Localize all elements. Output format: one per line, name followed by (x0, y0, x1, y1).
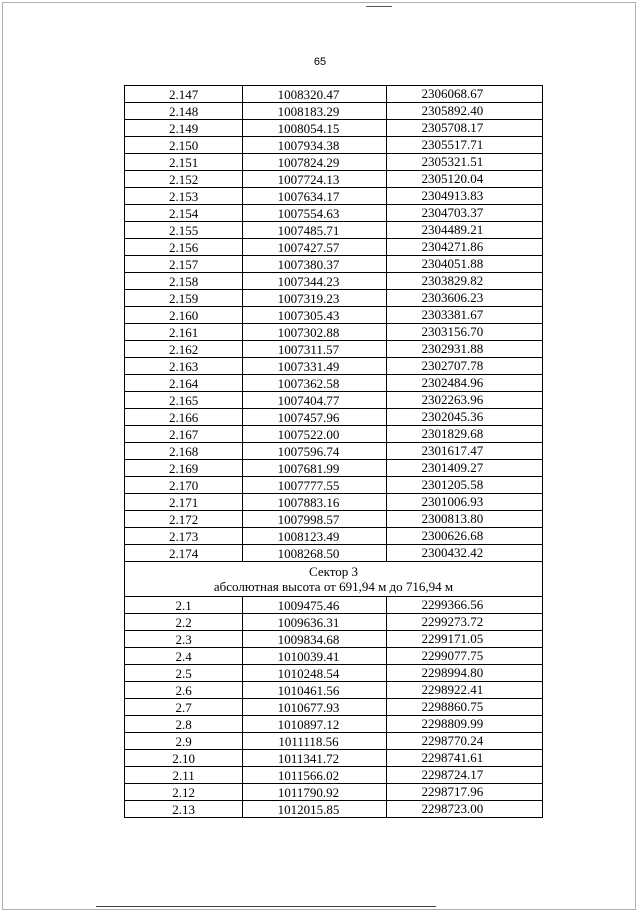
point-number-cell (125, 324, 243, 341)
y-coordinate-cell (386, 733, 542, 750)
y-coordinate-cell (386, 120, 542, 137)
cell-text: 2299171.05 (421, 631, 484, 646)
cell-text: 2305120.04 (421, 171, 484, 186)
x-coordinate-cell (243, 494, 386, 511)
y-coordinate-cell (386, 205, 542, 222)
table-row (125, 409, 543, 426)
y-coordinate-cell (386, 103, 542, 120)
y-coordinate-cell (386, 239, 542, 256)
y-coordinate-cell (386, 682, 542, 699)
cell-text: 2299077.75 (421, 648, 484, 663)
cell-text: 2304051.88 (421, 256, 484, 271)
x-coordinate-cell (243, 597, 386, 614)
y-coordinate-cell (386, 716, 542, 733)
cell-text: 1011790.92 (277, 785, 340, 800)
cell-text: 2.148 (169, 104, 199, 119)
cell-text: 2.151 (169, 155, 199, 170)
x-coordinate-cell (243, 750, 386, 767)
y-coordinate-cell (386, 307, 542, 324)
cell-text: 2298922.41 (421, 682, 484, 697)
y-coordinate-cell (386, 767, 542, 784)
cell-text: 2304913.83 (421, 188, 484, 203)
cell-text: 2301829.68 (421, 426, 484, 441)
cell-text: 2298809.99 (421, 716, 484, 731)
x-coordinate-cell (243, 171, 386, 188)
cell-text: 2.171 (169, 495, 199, 510)
cell-text: 1008123.49 (277, 529, 340, 544)
table-row (125, 103, 543, 120)
cell-text: 2.150 (169, 138, 199, 153)
cell-text: 2303829.82 (421, 273, 484, 288)
x-coordinate-cell (243, 631, 386, 648)
x-coordinate-cell (243, 256, 386, 273)
point-number-cell (125, 222, 243, 239)
x-coordinate-cell (243, 205, 386, 222)
y-coordinate-cell (386, 545, 542, 562)
y-coordinate-cell (386, 256, 542, 273)
table-row (125, 307, 543, 324)
point-number-cell (125, 290, 243, 307)
cell-text: 2298994.80 (421, 665, 484, 680)
table-row (125, 256, 543, 273)
cell-text: 1007596.74 (277, 444, 340, 459)
y-coordinate-cell (386, 528, 542, 545)
cell-text: 1011341.72 (277, 751, 340, 766)
y-coordinate-cell (386, 188, 542, 205)
table-row (125, 188, 543, 205)
x-coordinate-cell (243, 511, 386, 528)
cell-text: 2305321.51 (421, 154, 484, 169)
cell-text: 2304489.21 (421, 222, 484, 237)
table-row (125, 716, 543, 733)
cell-text: 1007344.23 (277, 274, 340, 289)
point-number-cell (125, 86, 243, 103)
cell-text: 1010677.93 (277, 700, 340, 715)
cell-text: 2.156 (169, 240, 199, 255)
table-row (125, 290, 543, 307)
cell-text: 2300432.42 (421, 545, 484, 560)
x-coordinate-cell (243, 409, 386, 426)
y-coordinate-cell (386, 699, 542, 716)
x-coordinate-cell (243, 784, 386, 801)
cell-text: 2298717.96 (421, 784, 484, 799)
point-number-cell (125, 733, 243, 750)
table-row (125, 341, 543, 358)
table-row (125, 648, 543, 665)
x-coordinate-cell (243, 137, 386, 154)
point-number-cell (125, 716, 243, 733)
y-coordinate-cell (386, 222, 542, 239)
cell-text: 2301006.93 (421, 494, 484, 509)
x-coordinate-cell (243, 188, 386, 205)
cell-text: 1007302.88 (277, 325, 340, 340)
table-row (125, 324, 543, 341)
point-number-cell (125, 171, 243, 188)
cell-text: 1007404.77 (277, 393, 340, 408)
point-number-cell (125, 307, 243, 324)
point-number-cell (125, 409, 243, 426)
table-row (125, 682, 543, 699)
x-coordinate-cell (243, 767, 386, 784)
cell-text: 1007311.57 (277, 342, 340, 357)
x-coordinate-cell (243, 392, 386, 409)
sector-title: Сектор 3 (308, 564, 358, 579)
table-row (125, 699, 543, 716)
table-row (125, 358, 543, 375)
cell-text: 2.6 (175, 683, 192, 698)
cell-text: 1007777.55 (277, 478, 340, 493)
cell-text: 2298723.00 (421, 801, 484, 816)
table-row (125, 511, 543, 528)
cell-text: 1007934.38 (277, 138, 340, 153)
cell-text: 1007457.96 (277, 410, 340, 425)
x-coordinate-cell (243, 324, 386, 341)
table-row (125, 665, 543, 682)
table-row (125, 614, 543, 631)
cell-text: 2.174 (169, 546, 199, 561)
cell-text: 1008320.47 (277, 87, 340, 102)
point-number-cell (125, 750, 243, 767)
cell-text: 2.153 (169, 189, 199, 204)
point-number-cell (125, 341, 243, 358)
cell-text: 2302045.36 (421, 409, 484, 424)
point-number-cell (125, 103, 243, 120)
y-coordinate-cell (386, 324, 542, 341)
point-number-cell (125, 120, 243, 137)
cell-text: 2302263.96 (421, 392, 484, 407)
table-row (125, 392, 543, 409)
cell-text: 2302931.88 (421, 341, 484, 356)
cell-text: 2.172 (169, 512, 199, 527)
table-row (125, 154, 543, 171)
point-number-cell (125, 801, 243, 818)
x-coordinate-cell (243, 290, 386, 307)
cell-text: 2306068.67 (421, 86, 484, 101)
cell-text: 2.162 (169, 342, 199, 357)
cell-text: 2303156.70 (421, 324, 484, 339)
point-number-cell (125, 460, 243, 477)
cell-text: 1011566.02 (277, 768, 340, 783)
point-number-cell (125, 375, 243, 392)
table-row (125, 86, 543, 103)
cell-text: 1008268.50 (277, 546, 340, 561)
x-coordinate-cell (243, 443, 386, 460)
y-coordinate-cell (386, 358, 542, 375)
cell-text: 2.157 (169, 257, 199, 272)
table-row (125, 120, 543, 137)
point-number-cell (125, 273, 243, 290)
cell-text: 2.12 (172, 785, 196, 800)
cell-text: 1007331.49 (277, 359, 340, 374)
x-coordinate-cell (243, 665, 386, 682)
point-number-cell (125, 154, 243, 171)
cell-text: 2.159 (169, 291, 199, 306)
y-coordinate-cell (386, 409, 542, 426)
x-coordinate-cell (243, 801, 386, 818)
x-coordinate-cell (243, 307, 386, 324)
page-number: 65 (313, 56, 327, 68)
point-number-cell (125, 528, 243, 545)
point-number-cell (125, 767, 243, 784)
table-row (125, 477, 543, 494)
y-coordinate-cell (386, 392, 542, 409)
y-coordinate-cell (386, 477, 542, 494)
cell-text: 1009834.68 (277, 632, 340, 647)
table-row (125, 528, 543, 545)
cell-text: 2300626.68 (421, 528, 484, 543)
y-coordinate-cell (386, 614, 542, 631)
cell-text: 1007883.16 (277, 495, 340, 510)
y-coordinate-cell (386, 375, 542, 392)
cell-text: 1010897.12 (277, 717, 340, 732)
y-coordinate-cell (386, 273, 542, 290)
cell-text: 2299273.72 (421, 614, 484, 629)
x-coordinate-cell (243, 273, 386, 290)
table-row (125, 545, 543, 562)
cell-text: 2.169 (169, 461, 199, 476)
cell-text: 2301617.47 (421, 443, 484, 458)
cell-text: 2302707.78 (421, 358, 484, 373)
point-number-cell (125, 631, 243, 648)
scan-mark (366, 0, 392, 7)
cell-text: 2.160 (169, 308, 199, 323)
table-row (125, 631, 543, 648)
cell-text: 2.5 (175, 666, 192, 681)
point-number-cell (125, 426, 243, 443)
cell-text: 1007485.71 (277, 223, 340, 238)
cell-text: 1007998.57 (277, 512, 340, 527)
x-coordinate-cell (243, 120, 386, 137)
x-coordinate-cell (243, 477, 386, 494)
cell-text: 1007724.13 (277, 172, 340, 187)
y-coordinate-cell (386, 154, 542, 171)
x-coordinate-cell (243, 375, 386, 392)
table-row (125, 597, 543, 614)
cell-text: 2301409.27 (421, 460, 484, 475)
cell-text: 2.158 (169, 274, 199, 289)
point-number-cell (125, 545, 243, 562)
x-coordinate-cell (243, 648, 386, 665)
cell-text: 2.149 (169, 121, 199, 136)
cell-text: 2304271.86 (421, 239, 484, 254)
cell-text: 2298741.61 (421, 750, 484, 765)
cell-text: 1010461.56 (277, 683, 340, 698)
table-row (125, 767, 543, 784)
cell-text: 2.8 (175, 717, 192, 732)
coordinates-table-body-b (125, 597, 543, 818)
y-coordinate-cell (386, 443, 542, 460)
table-row (125, 750, 543, 767)
cell-text: 2.11 (172, 768, 195, 783)
point-number-cell (125, 443, 243, 460)
point-number-cell (125, 392, 243, 409)
y-coordinate-cell (386, 426, 542, 443)
point-number-cell (125, 682, 243, 699)
point-number-cell (125, 205, 243, 222)
x-coordinate-cell (243, 733, 386, 750)
cell-text: 1007824.29 (277, 155, 340, 170)
table-row (125, 733, 543, 750)
cell-text: 2.13 (172, 802, 196, 817)
cell-text: 2.1 (175, 598, 192, 613)
cell-text: 2.147 (169, 87, 199, 102)
cell-text: 2298860.75 (421, 699, 484, 714)
cell-text: 2.7 (175, 700, 192, 715)
table-row (125, 171, 543, 188)
cell-text: 1007522.00 (277, 427, 340, 442)
cell-text: 2.2 (175, 615, 192, 630)
cell-text: 2304703.37 (421, 205, 484, 220)
cell-text: 2.161 (169, 325, 199, 340)
y-coordinate-cell (386, 171, 542, 188)
y-coordinate-cell (386, 784, 542, 801)
cell-text: 2303381.67 (421, 307, 484, 322)
cell-text: 2.168 (169, 444, 199, 459)
cell-text: 1007380.37 (277, 257, 340, 272)
point-number-cell (125, 188, 243, 205)
x-coordinate-cell (243, 222, 386, 239)
x-coordinate-cell (243, 716, 386, 733)
cell-text: 1010039.41 (277, 649, 340, 664)
point-number-cell (125, 784, 243, 801)
cell-text: 2.10 (172, 751, 196, 766)
y-coordinate-cell (386, 137, 542, 154)
x-coordinate-cell (243, 154, 386, 171)
cell-text: 1009475.46 (277, 598, 340, 613)
x-coordinate-cell (243, 103, 386, 120)
cell-text: 2.165 (169, 393, 199, 408)
y-coordinate-cell (386, 341, 542, 358)
cell-text: 1011118.56 (278, 734, 339, 749)
cell-text: 2300813.80 (421, 511, 484, 526)
cell-text: 2.173 (169, 529, 199, 544)
table-row (125, 801, 543, 818)
point-number-cell (125, 358, 243, 375)
x-coordinate-cell (243, 426, 386, 443)
cell-text: 1007319.23 (277, 291, 340, 306)
cell-text: 2.4 (175, 649, 192, 664)
cell-text: 2.164 (169, 376, 199, 391)
cell-text: 2.155 (169, 223, 199, 238)
cell-text: 1007305.43 (277, 308, 340, 323)
sector-header-row (125, 562, 543, 597)
table-row (125, 273, 543, 290)
y-coordinate-cell (386, 648, 542, 665)
table-row (125, 784, 543, 801)
point-number-cell (125, 665, 243, 682)
x-coordinate-cell (243, 460, 386, 477)
x-coordinate-cell (243, 545, 386, 562)
y-coordinate-cell (386, 597, 542, 614)
point-number-cell (125, 256, 243, 273)
x-coordinate-cell (243, 358, 386, 375)
x-coordinate-cell (243, 239, 386, 256)
cell-text: 2299366.56 (421, 597, 484, 612)
cell-text: 1007681.99 (277, 461, 340, 476)
cell-text: 2303606.23 (421, 290, 484, 305)
table-row (125, 460, 543, 477)
y-coordinate-cell (386, 494, 542, 511)
cell-text: 1010248.54 (277, 666, 340, 681)
cell-text: 2.167 (169, 427, 199, 442)
cell-text: 2.154 (169, 206, 199, 221)
x-coordinate-cell (243, 614, 386, 631)
x-coordinate-cell (243, 528, 386, 545)
cell-text: 2.170 (169, 478, 199, 493)
x-coordinate-cell (243, 341, 386, 358)
y-coordinate-cell (386, 750, 542, 767)
table-row (125, 239, 543, 256)
y-coordinate-cell (386, 460, 542, 477)
point-number-cell (125, 477, 243, 494)
sector-header-body (125, 562, 543, 597)
sector-header-cell (125, 562, 543, 597)
point-number-cell (125, 494, 243, 511)
point-number-cell (125, 239, 243, 256)
y-coordinate-cell (386, 511, 542, 528)
cell-text: 1009636.31 (277, 615, 340, 630)
point-number-cell (125, 597, 243, 614)
table-row (125, 426, 543, 443)
y-coordinate-cell (386, 801, 542, 818)
y-coordinate-cell (386, 86, 542, 103)
cell-text: 1007362.58 (277, 376, 340, 391)
cell-text: 2.9 (175, 734, 192, 749)
table-row (125, 494, 543, 511)
x-coordinate-cell (243, 682, 386, 699)
cell-text: 2.152 (169, 172, 199, 187)
table-row (125, 222, 543, 239)
cell-text: 1008183.29 (277, 104, 340, 119)
cell-text: 1012015.85 (277, 802, 340, 817)
point-number-cell (125, 137, 243, 154)
cell-text: 2305708.17 (421, 120, 484, 135)
point-number-cell (125, 511, 243, 528)
cell-text: 2301205.58 (421, 477, 484, 492)
coordinates-table (124, 85, 543, 818)
point-number-cell (125, 614, 243, 631)
sector-subtitle: абсолютная высота от 691,94 м до 716,94 м (213, 579, 454, 594)
coordinates-table-body-a (125, 86, 543, 562)
cell-text: 2305517.71 (421, 137, 484, 152)
cell-text: 2305892.40 (421, 103, 484, 118)
cell-text: 2.166 (169, 410, 199, 425)
cell-text: 2.163 (169, 359, 199, 374)
y-coordinate-cell (386, 631, 542, 648)
cell-text: 2302484.96 (421, 375, 484, 390)
point-number-cell (125, 699, 243, 716)
x-coordinate-cell (243, 699, 386, 716)
y-coordinate-cell (386, 290, 542, 307)
cell-text: 2298770.24 (421, 733, 484, 748)
bottom-rule (96, 906, 436, 907)
cell-text: 1008054.15 (277, 121, 340, 136)
cell-text: 1007554.63 (277, 206, 340, 221)
cell-text: 1007634.17 (277, 189, 340, 204)
table-row (125, 375, 543, 392)
table-row (125, 205, 543, 222)
cell-text: 1007427.57 (277, 240, 340, 255)
table-row (125, 443, 543, 460)
y-coordinate-cell (386, 665, 542, 682)
point-number-cell (125, 648, 243, 665)
cell-text: 2298724.17 (421, 767, 484, 782)
cell-text: 2.3 (175, 632, 192, 647)
x-coordinate-cell (243, 86, 386, 103)
table-row (125, 137, 543, 154)
